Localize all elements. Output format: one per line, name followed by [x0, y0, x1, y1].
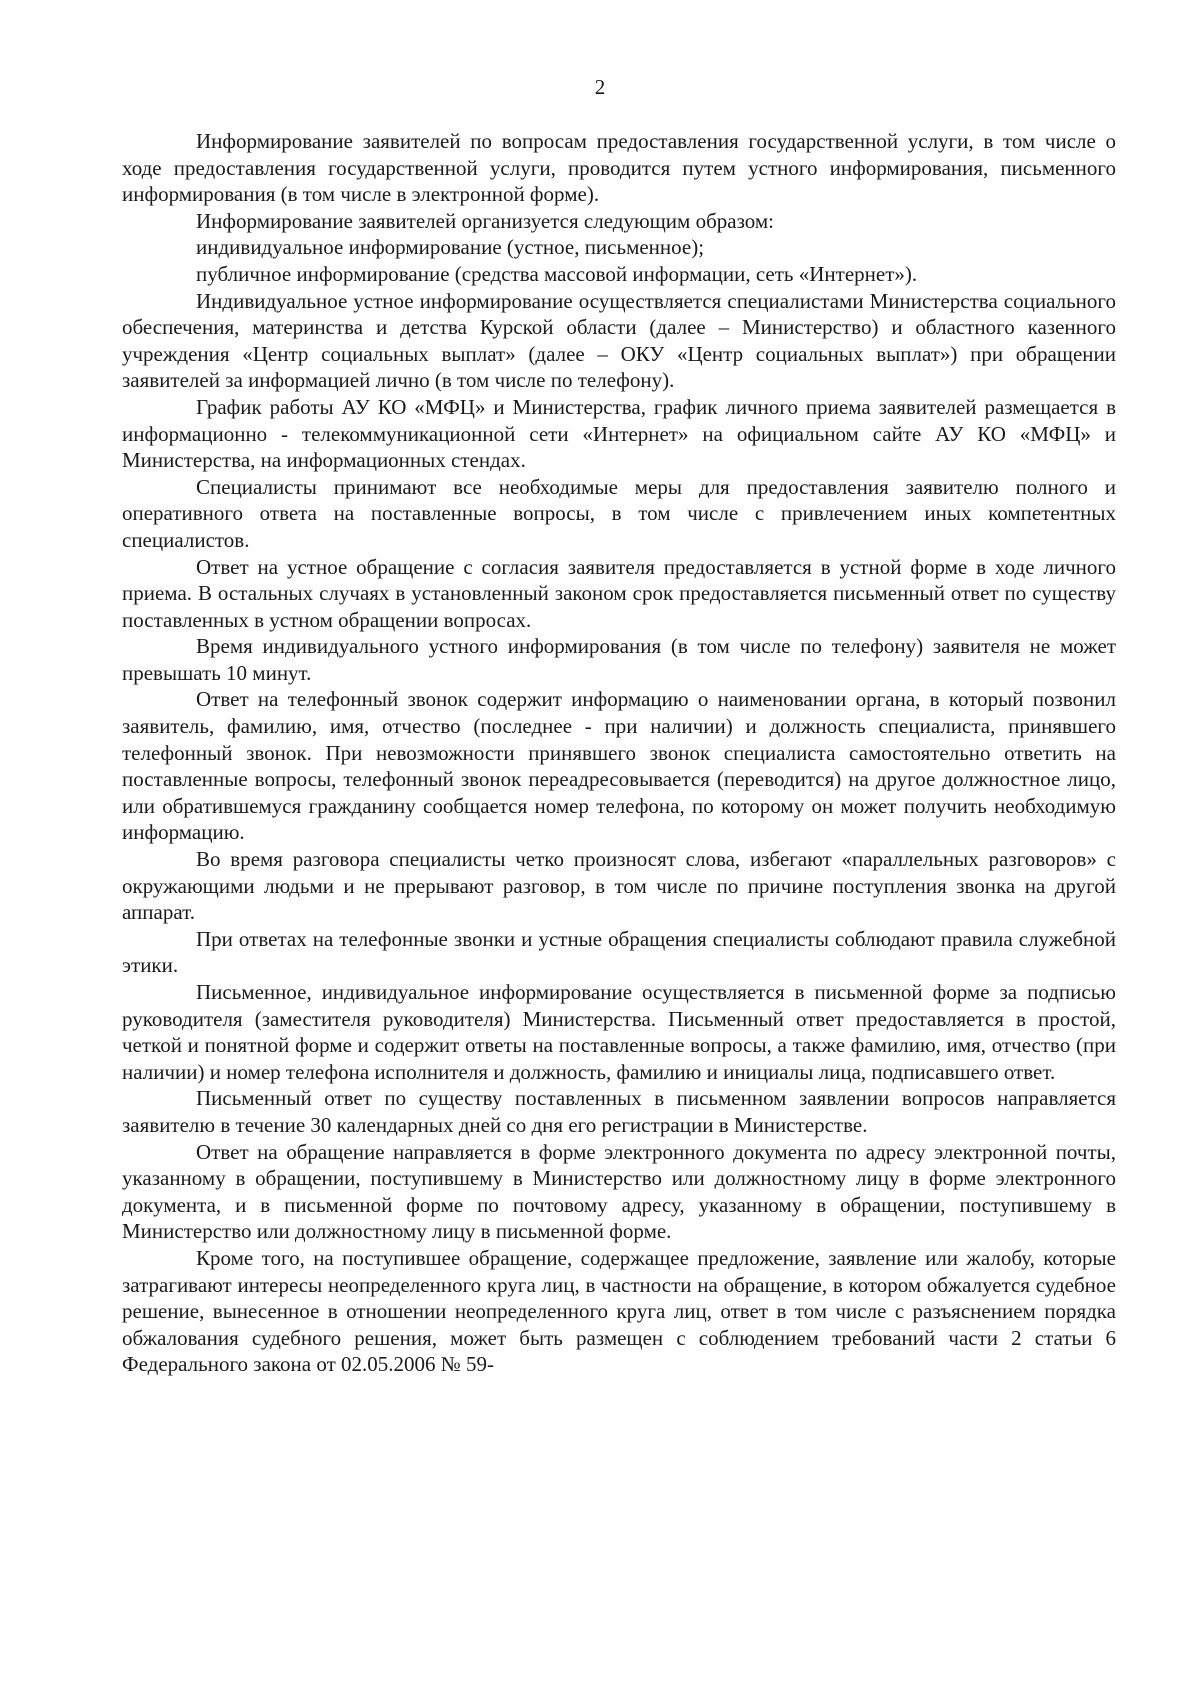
paragraph-oral-response: Ответ на устное обращение с согласия заявителя предоставляется в устной форме в ходе личного приема. В остальных случаях в установленный законом срок предоставляется письменный ответ по существу поставленных в устном обращении вопросах. [122, 554, 1116, 632]
paragraph-electronic-response: Ответ на обращение направляется в форме электронного документа по адресу электронной почты, указанному в обращении, поступившему в Министерство или должностному лицу в форме электронного документа, и в письменной форме по почтовому адресу, указанному в обращении, поступившему в Министерство или должностному лицу в письменной форме. [122, 1139, 1116, 1244]
paragraph-written-informing: Письменное, индивидуальное информирование осуществляется в письменной форме за подписью руководителя (заместителя руководителя) Министерства. Письменный ответ предоставляется в простой, четкой и понятной форме и содержит ответы на поставленные вопросы, а также фамилию, имя, отчество (при наличии) и номер телефона исполнителя и должность, фамилию и инициалы лица, подписавшего ответ. [122, 980, 1116, 1084]
paragraph-phone-response: Ответ на телефонный звонок содержит информацию о наименовании органа, в который позвонил заявитель, фамилию, имя, отчество (последнее - при наличии) и должность специалиста, принявшего телефонный звонок. При невозможности принявшего звонок специалиста самостоятельно ответить на поставленные вопросы, телефонный звонок переадресовывается (переводится) на другое должностное лицо, или обратившемуся гражданину сообщается номер телефона, по которому он может получить необходимую информацию. [122, 687, 1116, 845]
paragraph-written-response-deadline: Письменный ответ по существу поставленных в письменном заявлении вопросов направляется заявителю в течение 30 календарных дней со дня его регистрации в Министерстве. [122, 1086, 1116, 1137]
paragraph-work-schedule: График работы АУ КО «МФЦ» и Министерства, график личного приема заявителей размещается в информационно - телекоммуникационной сети «Интернет» на официальном сайте АУ КО «МФЦ» и Министерства, на информационных стендах. [122, 394, 1116, 473]
paragraph-public-informing: публичное информирование (средства массовой информации, сеть «Интернет»). [196, 261, 918, 286]
page-number: 2 [594, 75, 606, 99]
paragraph-conversation-rules: Во время разговора специалисты четко произносят слова, избегают «параллельных разговоров» с окружающими людьми и не прерывают разговор, в том числе по причине поступления звонка на другой аппарат. [122, 847, 1116, 925]
paragraph-informing-duration: Время индивидуального устного информирования (в том числе по телефону) заявителя не может превышать 10 минут. [122, 634, 1116, 685]
paragraph-individual-informing: индивидуальное информирование (устное, письменное); [196, 235, 705, 260]
paragraph-informing-organization: Информирование заявителей организуется следующим образом: [196, 208, 774, 233]
paragraph-informing-applicants: Информирование заявителей по вопросам предоставления государственной услуги, в том числе о ходе предоставления государственной услуги, проводится путем устного информирования, письменного информирования (в том числе в электронной форме). [122, 129, 1116, 207]
paragraph-specialists-measures: Специалисты принимают все необходимые меры для предоставления заявителю полного и оперативного ответа на поставленные вопросы, в том числе с привлечением иных компетентных специалистов. [122, 474, 1116, 552]
paragraph-public-interest-response: Кроме того, на поступившее обращение, содержащее предложение, заявление или жалобу, которые затрагивают интересы неопределенного круга лиц, в частности на обращение, в котором обжалуется судебное решение, вынесенное в отношении неопределенного круга лиц, ответ в том числе с разъяснением порядка обжалования судебного решения, может быть размещен с соблюдением требований части 2 статьи 6 Федерального закона от 02.05.2006 № 59- [122, 1245, 1116, 1377]
paragraph-service-ethics: При ответах на телефонные звонки и устные обращения специалисты соблюдают правила служебной этики. [122, 926, 1116, 978]
document-body [122, 128, 1116, 1378]
paragraph-oral-informing: Индивидуальное устное информирование осуществляется специалистами Министерства социального обеспечения, материнства и детства Курской области (далее – Министерство) и областного казенного учреждения «Центр социальных выплат» (далее – ОКУ «Центр социальных выплат») при обращении заявителей за информацией лично (в том числе по телефону). [122, 288, 1116, 393]
